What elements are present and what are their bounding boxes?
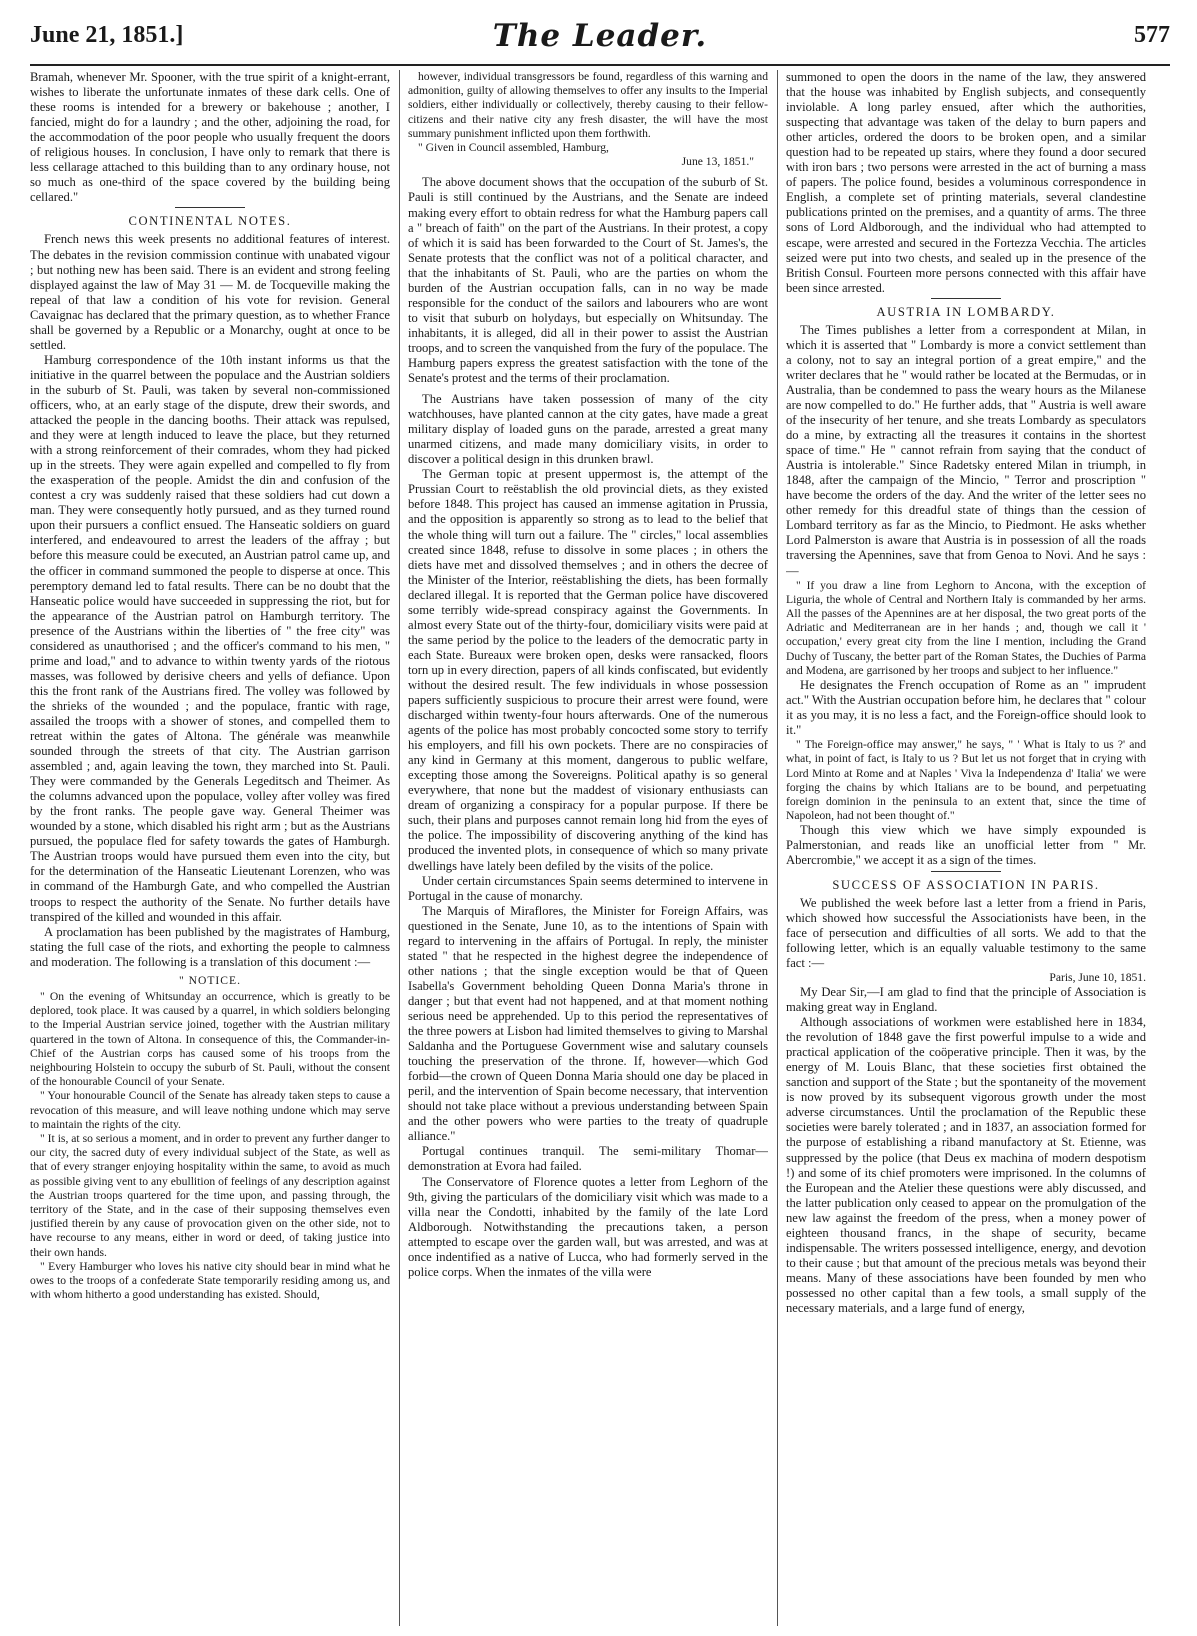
paragraph: Portugal continues tranquil. The semi-military Thomar—demonstration at Evora had failed.: [408, 1144, 768, 1174]
header-rule: [30, 64, 1170, 66]
column-divider: [777, 70, 778, 1626]
section-heading: SUCCESS OF ASSOCIATION IN PARIS.: [832, 877, 1100, 892]
newspaper-title: The Leader.: [492, 18, 708, 54]
issue-date: June 21, 1851.]: [30, 22, 184, 48]
quote-paragraph: " It is, at so serious a moment, and in order to prevent any further danger to our city, the sacred duty of every individual subject of the State, as well as that of every stranger enjoying hospitality within the same, to avoid as much as possible giving vent to any ebullition of feelings of any description against the Austrian troops quartered for the time upon, and passing through, the territory of the State, and in the case of their supposing themselves even justified therein by any cause of provocation given on the other side, not to have recourse to any means, either in word or deed, of taking justice into their own hands.: [30, 1132, 390, 1259]
quote-paragraph: " Your honourable Council of the Senate has already taken steps to cause a revocation of this measure, and will leave nothing undone which may serve to maintain the rights of the city.: [30, 1089, 390, 1131]
paragraph: Bramah, whenever Mr. Spooner, with the true spirit of a knight-errant, wishes to liberate the unfortunate inmates of these dark cells. One of these rooms is intended for a brewery or bakehouse ; another, I fancied, might do for a laundry ; and the other, adjoining the road, for the accommodation of the poor people who usually frequent the doors of religious houses. In conclusion, I have only to remark that there is less cellarage attached to this building than to any ordinary house, not so much as one-third of the space covered by the building being cellared.": [30, 70, 390, 205]
paragraph: The Times publishes a letter from a correspondent at Milan, in which it is asserted that " Lombardy is more a convict settlement than a colony, not to say an integral portion of a great empire," and the writer declares that he " would rather be located at the Bermudas, or in Australia, than be condemned to pass the weary hours as the Milanese are now compelled to do." He further adds, that " Austria is well aware of the insecurity of her tenure, and she treats Lombardy as speculators do a mine, by extracting all the treasures it contains in the shortest space of time." He " cannot refrain from saying that the conduct of Austria is intolerable." Since Radetsky entered Milan in triumph, in 1848, after the campaign of the Mincio, " Terror and proscription " have become the orders of the day. And the writer of the letter sees no other remedy for this dreadful state of things than the cession of Lombard territory as far as the Mincio, to Piedmont. He asks whether Lord Palmerston is aware that Austria is in possession of all the roads traversing the Apennines, save that from Genoa to Novi. And he says :—: [786, 322, 1146, 578]
column-3: [786, 70, 1146, 1626]
paragraph: The above document shows that the occupation of the suburb of St. Pauli is still continued by the Austrians, and the Senate are indeed making every effort to obtain redress for what the Hamburg papers call a " breach of faith" on the part of the Austrians. In their protest, a copy of which it is said has been forwarded to the Court of St. James's, the Senate protests that the conflict was not of a political character, and that the inhabitants of St. Pauli, who are the parties on whom the burden of the Austrian occupation falls, can in no way be made responsible for the conduct of the sailors and labourers who are wont to visit that suburb on holydays, but especially on Whitsunday. The inhabitants, it is alleged, did all in their power to assist the Austrian troops, and to screen the vanquished from the fury of the populace. The Hamburg papers express the greatest satisfaction with the tone of the Senate's protest and the terms of their proclamation.: [408, 175, 768, 386]
blockquote: [30, 974, 390, 1303]
masthead: [30, 18, 1170, 66]
quote-paragraph: " On the evening of Whitsunday an occurrence, which is greatly to be deplored, took place. It was caused by a quarrel, in which soldiers belonging to the Imperial Austrian service joined, together with the Austrian military quartered in the town of Altona. In consequence of this, the Commander-in-Chief of the Austrian corps has caused some of his troops from the neighbouring Holstein to occupy the suburb of St. Pauli, without the consent of the honourable Council of your Senate.: [30, 989, 390, 1089]
section-rule: [175, 207, 245, 208]
paragraph: My Dear Sir,—I am glad to find that the principle of Association is making great way in England.: [786, 985, 1146, 1015]
section-heading: CONTINENTAL NOTES.: [128, 214, 292, 229]
quote-signature: " Given in Council assembled, Hamburg,: [418, 141, 609, 155]
paragraph: French news this week presents no additional features of interest. The debates in the revision commission continue with unabated vigour ; but nothing new has been said. There is an evident and strong feeling displayed against the law of May 31 — M. de Tocqueville making the repeal of that law a condition of his vote for revision. General Cavaignac has declared that the primary question, as to whether France shall be governed by a Republic or a Monarchy, ought at once to be settled.: [30, 232, 390, 352]
quote-paragraph: " The Foreign-office may answer," he says, " ' What is Italy to us ?' and what, in point of fact, is Italy to us ? But let us not forget that in crying with Lord Minto at Rome and at Naples ' Viva la Independenza d' Italia' we were forging the chains by which Italians are to be bound, and perpetuating foreign dominion in the peninsula to an extent that, since the time of Napoleon, had not been thought of.": [786, 738, 1146, 823]
page-number: 577: [1134, 22, 1170, 48]
paragraph: Though this view which we have simply expounded is Palmerstonian, and reads like an unofficial letter from " Mr. Abercrombie," we accept it as a sign of the times.: [786, 823, 1146, 868]
column-divider: [399, 70, 400, 1626]
quote-paragraph: " If you draw a line from Leghorn to Ancona, with the exception of Liguria, the whole of Central and Northern Italy is commanded by her arms. All the passes of the Apennines are at her disposal, the two great ports of the Adriatic and Mediterranean are in her hands ; and, though we call it ' occupation,' every great city from the line I mention, including the Grand Duchy of Tuscany, the better part of the Roman States, the Duchies of Parma and Modena, are garrisoned by her troops and subject to her influence.": [786, 578, 1146, 677]
notice-heading: " NOTICE.: [178, 973, 242, 987]
paragraph: A proclamation has been published by the magistrates of Hamburg, stating the full case of the riots, and exhorting the people to calmness and moderation. The following is a translation of this document :—: [30, 924, 390, 969]
paragraph: Although associations of workmen were established here in 1834, the revolution of 1848 gave the first powerful impulse to a wide and practical application of the coöperative principle. Then it was, by the energy of M. Louis Blanc, that these societies first obtained the sanction and support of the State ; but the spontaneity of the movement is now proved by its subsequent vigorous growth under the most adverse circumstances. Until the proclamation of the Republic these societies were barely tolerated ; and in 1837, an association formed for the purpose of establishing a riband manufactory at St. Etienne, was suppressed by the police (that Deus ex machina of modern despotism !) and some of its chief promoters were imprisoned. In the columns of the European and the Atelier these questions were ably discussed, and the latter publication only ceased to appear on the promulgation of the new law against the freedom of the press, when a money power of eighteen thousand francs, in the shape of security, became indispensable. The writers possessed intelligence, energy, and devotion to their cause ; but that amount of the precious metals was beyond their means. Many of these associations have been founded by men who possessed no other capital than a few tools, a small supply of the necessary materials, and a large fund of energy,: [786, 1015, 1146, 1315]
column-1: [30, 70, 390, 1626]
quote-paragraph: however, individual transgressors be found, regardless of this warning and admonition, guilty of allowing themselves to offer any insults to the Imperial soldiers, either individually or collectively, thereby causing to their fellow-citizens and their native city any fresh disaster, the will have the most summary punishment inflicted upon them forthwith.: [408, 70, 768, 140]
paragraph: The Marquis of Miraflores, the Minister for Foreign Affairs, was questioned in the Senate, June 10, as to the intentions of Spain with regard to intervening in the affairs of Portugal. In reply, the minister stated " that he respected in the highest degree the independence of other nations ; that the single exception would be that of Queen Isabella's Government beholding Queen Donna Maria's throne in danger ; but that event had not happened, and at that moment nothing serious need be apprehended. Up to this period the representatives of the three powers at Lisbon had limited themselves to giving to Marshal Saldanha and the Portuguese Government wise and salutary counsels touching the preservation of the throne. If, however—which God forbid—the crown of Queen Donna Maria should one day be placed in peril, and the intervention of Spain become necessary, that intervention should not take place without a previous understanding between Spain and the other powers who were parties to the treaty of quadruple alliance.": [408, 903, 768, 1144]
column-2: [408, 70, 768, 1626]
blockquote: [786, 738, 1146, 823]
section-heading: AUSTRIA IN LOMBARDY.: [876, 304, 1056, 319]
paragraph: The Austrians have taken possession of many of the city watchhouses, have planted cannon at the city gates, have made a great military display of loaded guns on the parade, arrested a great many unarmed citizens, and made many domiciliary visits, in order to discover a political design in this drunken brawl.: [408, 392, 768, 467]
paragraph: We published the week before last a letter from a friend in Paris, which showed how successful the Associationists have been, in the face of persecution and difficulties of all sorts. We add to that the following letter, which is an equally valuable testimony to the same fact :—: [786, 895, 1146, 970]
paragraph: The German topic at present uppermost is, the attempt of the Prussian Court to reëstablish the old provincial diets, as they existed before 1848. This project has caused an immense agitation in Prussia, and the opposition is apparently so strong as to lead to the belief that the whole thing will turn out a failure. The " circles," local assemblies created since 1848, refuse to dissolve in some places ; in others the diets have met and dissolved themselves ; and in others the decree of the Minister of the Interior, reëstablishing the diets, has been formally declared illegal. It is reported that the German police have discovered some terribly wide-spread conspiracy against the Governments. In almost every State out of the thirty-four, domiciliary visits were paid at the same period by the police to the leaders of the democratic party in each State. Bureaux were broken open, desks were ransacked, floors torn up in every direction, papers of all kinds confiscated, but evidently without the desired result. The few individuals in whose possession papers sufficiently suspicious to procure their arrest were found, were discharged within twenty-four hours afterwards. One of the numerous agents of the police has most probably concocted some story to terrify his employers, and fill his own pockets. There are no conspiracies of any kind in Germany at this moment, dangerous to public welfare, excepting those among the Sovereigns. Political apathy is so general everywhere, that none but the maddest of visionary enthusiasts can dream of organizing a conspiracy for a popular purpose. If there be such, their plans and purposes cannot remain long hid from the eyes of the police. The impossibility of discovering anything of the kind has produced the invented plots, in consequence of which so many private dwellings have lately been defiled by the visits of the police.: [408, 467, 768, 873]
paragraph: The Conservatore of Florence quotes a letter from Leghorn of the 9th, giving the particulars of the domiciliary visit which was made to a villa near the Condotti, inhabited by the family of the late Lord Aldborough. Notwithstanding the precautions taken, a person attempted to escape over the garden wall, but was arrested, and was at once indentified as a native of Lucca, who had formerly served in the police corps. When the inmates of the villa were: [408, 1174, 768, 1279]
paragraph: He designates the French occupation of Rome as an " imprudent act." With the Austrian occupation before him, he declares that " colour it as you may, it is no less a fact, and the Foreign-office should look to it.": [786, 677, 1146, 738]
paragraph: Under certain circumstances Spain seems determined to intervene in Portugal in the cause of monarchy.: [408, 873, 768, 903]
blockquote: [786, 579, 1146, 678]
letter-dateline: Paris, June 10, 1851.: [1049, 970, 1146, 984]
blockquote: [408, 70, 768, 169]
section-rule: [931, 298, 1001, 299]
quote-paragraph: " Every Hamburger who loves his native city should bear in mind what he owes to the troops of a confederate State temporarily residing among us, and with whom hitherto a good understanding has existed. Should,: [30, 1259, 390, 1302]
quote-date: June 13, 1851.": [681, 155, 754, 169]
letter: [786, 971, 1146, 985]
paragraph: Hamburg correspondence of the 10th instant informs us that the initiative in the quarrel between the populace and the Austrian soldiers in the suburb of St. Pauli, was taken by several non-commissioned officers, who, at an early stage of the dispute, drew their swords, and attacked the people in the dancing booths. Their attack was repulsed, and they were at length induced to leave the place, but they returned with a strong reinforcement of their comrades, whom they had picked up in the streets. They were again expelled and compelled to fly from the exasperation of the people. Amidst the din and confusion of the contest a cry was suddenly raised that these soldiers had cut down a man. They were consequently hotly pursued, and as they turned round upon their pursuers a conflict ensued. The Hanseatic soldiers on guard interfered, and endeavoured to arrest the leaders of the affray ; but before this measure could be executed, an Austrian patrol came up, and the officer in command summoned the people to disperse at once. This peremptory demand led to fatal results. There can be no doubt that the Hanseatic police would have succeeded in suppressing the riot, but for the appearance of the Austrian patrol on Hamburgh territory. The presence of the Austrians within the liberties of " the free city" was considered as unauthorised ; and the officer's command to his men, " prime and load," and to advance to within twenty yards of the riotous masses, was followed by derisive cheers and yells of defiance. Upon this the front rank of the Austrians fired. The volley was followed by the shrieks of the wounded ; and the populace, frantic with rage, assailed the troops with a shower of stones, and compelled them to retreat within the gates of Altona. The générale was meanwhile sounded through the streets of that city. The Austrian garrison assembled ; and, again leaving the town, they marched into St. Pauli. They were commanded by the Generals Legeditsch and Theimer. As the columns advanced upon the populace, volley after volley was fired by the front ranks. The people gave way. General Theimer was wounded by a stone, which disabled his right arm ; but as the Austrians pursued, the populace fled for safety towards the gates of Hamburgh. The Austrian troops would have pursued them even into the city, but for the determination of the Hanseatic Lieutenant Lorenzen, who was in command of the Hamburgh Gate, and who compelled the Austrian troops to respect the authority of the Senate. No further details have transpired of the killed and wounded in this affair.: [30, 352, 390, 924]
paragraph: summoned to open the doors in the name of the law, they answered that the house was inhabited by English subjects, and consequently inviolable. A long parley ensued, after which the authorities, suspecting that advantage was taken of the delay to burn papers and other articles, ordered the doors to be broken open, and a similar question had to be repeated up stairs, where they found a door secured with iron bars ; two persons were arrested in the act of burning a mass of papers. The police found, besides a voluminous correspondence in English, a complete set of printing materials, several clandestine publications printed on the premises, and a quantity of arms. The three sons of Lord Aldborough, and the individual who had attempted to escape, were arrested and secured in the Fortezza Vecchia. The articles seized were put into two chests, and sealed up in the presence of the British Consul. Fourteen more persons connected with this affair have been since arrested.: [786, 70, 1146, 295]
section-rule: [931, 871, 1001, 872]
